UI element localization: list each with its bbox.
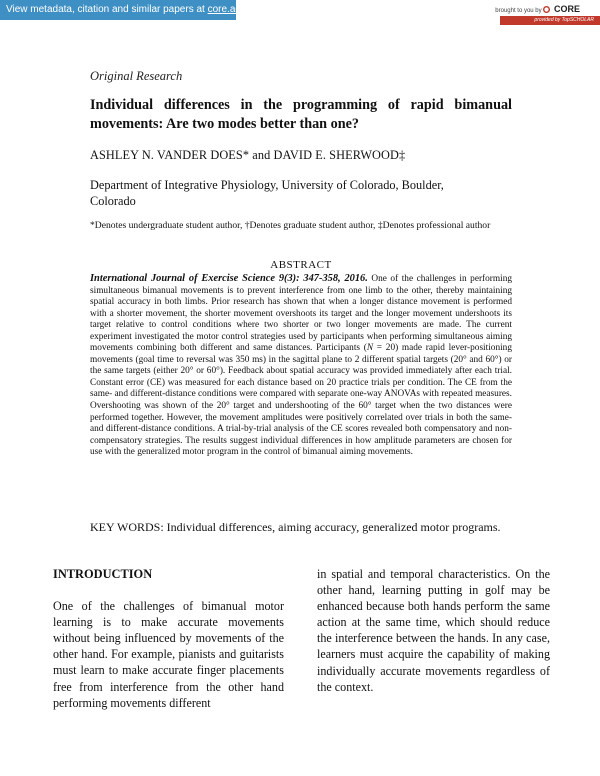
affiliation: Department of Integrative Physiology, University of Colorado, Boulder, Colorado xyxy=(90,178,444,208)
journal-reference: International Journal of Exercise Science 9(3): 347-358, 2016. xyxy=(90,273,368,284)
column-left xyxy=(53,566,284,711)
core-link-text: View metadata, citation and similar papers at xyxy=(6,4,208,15)
column-right xyxy=(317,566,550,695)
introduction-heading: INTRODUCTION xyxy=(53,567,153,581)
section-label: Original Research xyxy=(90,69,183,83)
author-list: ASHLEY N. VANDER DOES* and DAVID E. SHERWOOD‡ xyxy=(90,148,406,162)
paper-title: Individual differences in the programming of rapid bimanual movements: Are two modes better than one? xyxy=(90,97,512,132)
core-logo-icon xyxy=(543,6,550,13)
intro-paragraph-left: One of the challenges of bimanual motor learning is to make accurate movements without being influenced by movements of the other hand. For example, pianists and guitarists must learn to make accurate finger placements free from interference from the other hand performing movements different xyxy=(53,599,284,710)
core-link-url[interactable]: core.ac.uk xyxy=(207,4,254,15)
abstract-n-symbol: N xyxy=(366,343,374,354)
provided-by-bar[interactable]: provided by TopSCHOLAR xyxy=(500,16,600,25)
core-logo-text: CORE xyxy=(553,4,580,14)
brought-to-you[interactable] xyxy=(495,4,580,14)
abstract-heading: ABSTRACT xyxy=(270,259,332,271)
author-notes: *Denotes undergraduate student author, †Denotes graduate student author, ‡Denotes professional author xyxy=(90,220,491,231)
brought-text: brought to you by xyxy=(495,8,542,14)
intro-paragraph-right: in spatial and temporal characteristics. On the other hand, learning putting in golf may be enhanced because both hands perform the same action at the same time, which should reduce the interference between the hands. In any case, learners must acquire the capability of making individually accurate movements regardless of the context. xyxy=(317,567,550,694)
abstract-text-part1: One of the challenges in performing simultaneous bimanual movements is to prevent interference from one limb to the other, thereby maintaining spatial accuracy in both limbs. Prior research has shown that when a longer distance movement is performed with a shorter movement, the shorter movement overshoots its target and the longer movement undershoots its target relative to control conditions where two shorter or two longer movements are made. The current experiment investigated the motor control strategies used by participants when performing simultaneous aiming movements combining both different and same distances. Participants ( xyxy=(90,274,512,354)
abstract-body xyxy=(90,273,512,459)
core-metadata-link[interactable] xyxy=(0,0,254,20)
core-banner xyxy=(0,0,600,22)
abstract-text-part2: = 20) made rapid lever-positioning movements (goal time to reversal was 350 ms) in the sagittal plane to 2 different spatial targets (20° and 60°) or the same targets (either 20° or 60°). Feedback about spatial accuracy was provided immediately after each trial. Constant error (CE) was measured for each distance based on 20 practice trials per condition. The CE from the same- and different-distance conditions were compared with separate one-way ANOVAs with repeated measures. Overshooting was shown of the 20° target and undershooting of the 60° target when the two distances were performed together. However, the movement amplitudes were positively correlated over trials in both the same- and different-distance conditions. A trial-by-trial analysis of the CE scores revealed both compensatory and non-compensatory strategies. The results suggest individual differences in how amplitude parameters are chosen for use with the generalized motor program in the control of bimanual aiming movements. xyxy=(90,343,512,458)
keywords: KEY WORDS: Individual differences, aiming accuracy, generalized motor programs. xyxy=(90,520,501,534)
